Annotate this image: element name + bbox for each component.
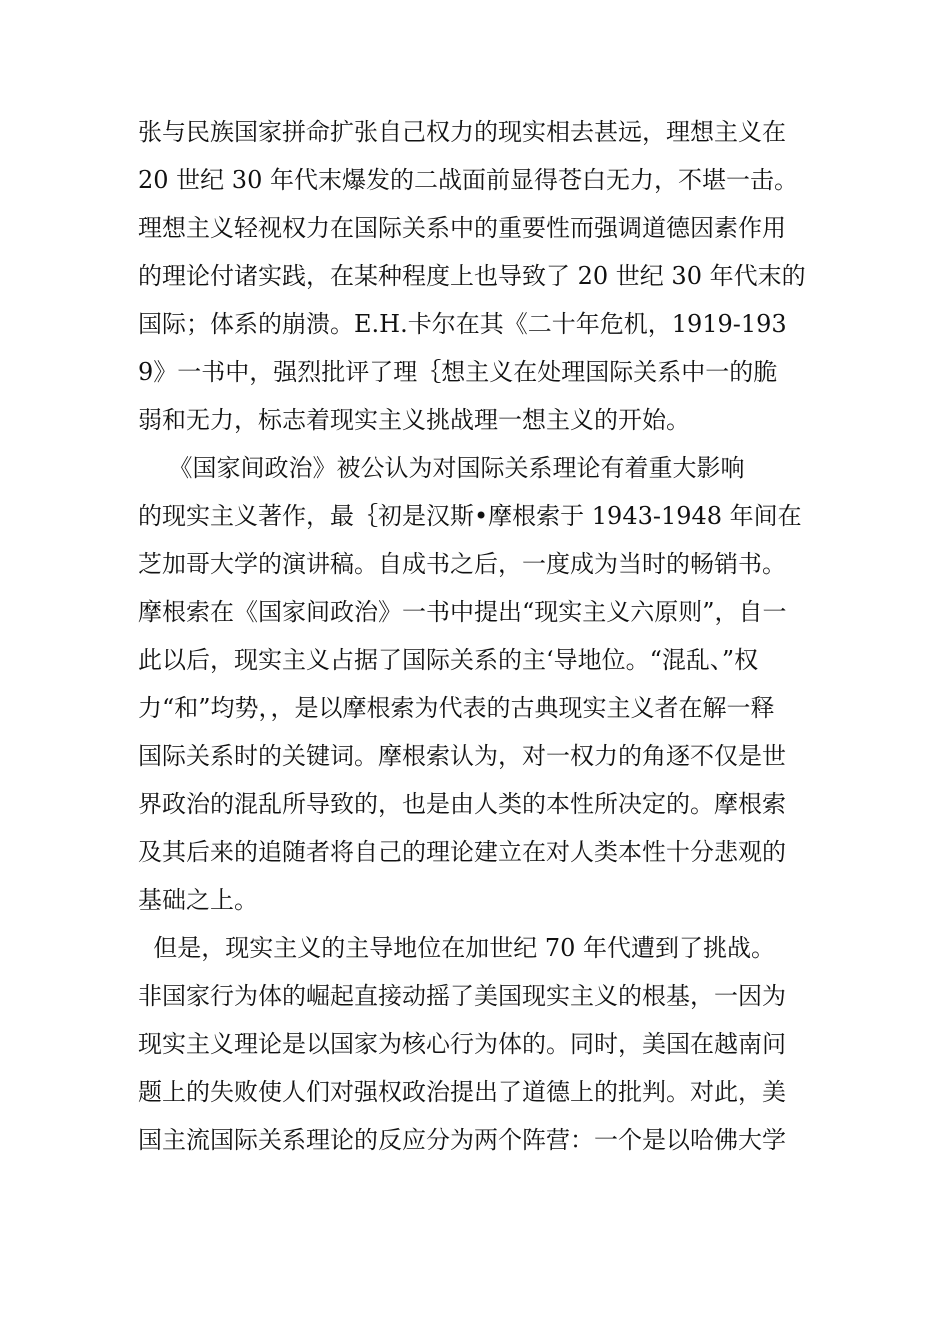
- text-line: 20 世纪 30 年代末爆发的二战面前显得苍白无力，不堪一击。: [138, 166, 798, 194]
- text-line: 基础之上。: [138, 886, 258, 914]
- text-line: 及其后来的追随者将自己的理论建立在对人类本性十分悲观的: [138, 838, 786, 866]
- text-line: 界政治的混乱所导致的，也是由人类的本性所决定的。摩根索: [138, 790, 786, 818]
- text-line: 9》一书中，强烈批评了理｛想主义在处理国际关系中一的脆: [138, 358, 778, 386]
- paragraph-2: [138, 444, 838, 924]
- text-line: 张与民族国家拼命扩张自己权力的现实相去甚远，理想主义在: [138, 118, 786, 146]
- paragraph-3: [138, 924, 838, 1164]
- text-line: 的现实主义著作，最｛初是汉斯•摩根索于 1943-1948 年间在: [138, 502, 802, 530]
- text-line: 芝加哥大学的演讲稿。自成书之后，一度成为当时的畅销书。: [138, 550, 786, 578]
- text-line: 国主流国际关系理论的反应分为两个阵营：一个是以哈佛大学: [138, 1126, 786, 1154]
- text-line: 现实主义理论是以国家为核心行为体的。同时，美国在越南问: [138, 1030, 786, 1058]
- text-line: 非国家行为体的崛起直接动摇了美国现实主义的根基，一因为: [138, 982, 786, 1010]
- text-line: 此以后，现实主义占据了国际关系的主‘导地位。“混乱、”权: [138, 646, 759, 674]
- paragraph-1: [138, 108, 838, 444]
- text-line: 力“和”均势，，是以摩根索为代表的古典现实主义者在解一释: [138, 694, 775, 722]
- text-line: 的理论付诸实践，在某种程度上也导致了 20 世纪 30 年代末的: [138, 262, 806, 290]
- text-line: 摩根索在《国家间政治》一书中提出“现实主义六原则”，自一: [138, 598, 787, 626]
- text-line: 但是，现实主义的主导地位在加世纪 70 年代遭到了挑战。: [138, 934, 776, 962]
- text-line: 理想主义轻视权力在国际关系中的重要性而强调道德因素作用: [138, 214, 786, 242]
- text-line: 《国家间政治》被公认为对国际关系理论有着重大影响: [138, 454, 745, 482]
- text-line: 国际；体系的崩溃。E.H.卡尔在其《二十年危机，1919-193: [138, 310, 787, 338]
- text-line: 题上的失败使人们对强权政治提出了道德上的批判。对此，美: [138, 1078, 786, 1106]
- text-line: 国际关系时的关键词。摩根索认为，对一权力的角逐不仅是世: [138, 742, 786, 770]
- text-line: 弱和无力，标志着现实主义挑战理一想主义的开始。: [138, 406, 690, 434]
